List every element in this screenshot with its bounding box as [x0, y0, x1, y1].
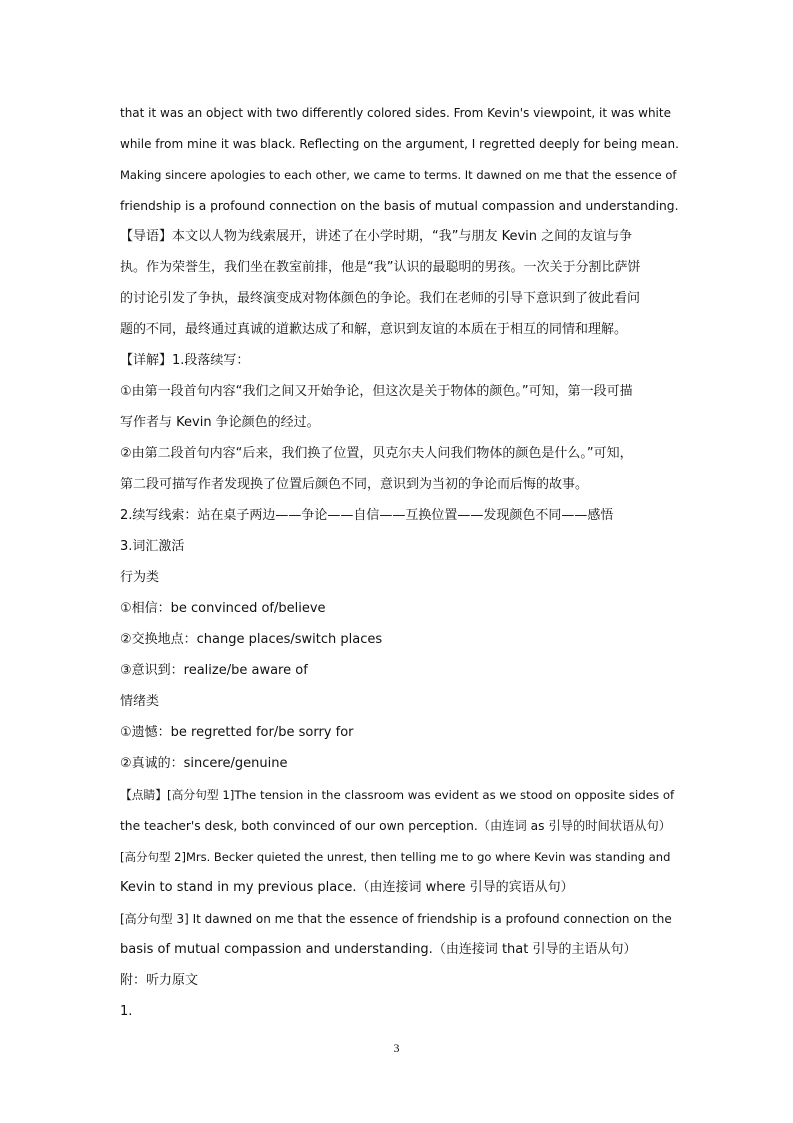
text-line: [高分句型 2]Mrs. Becker quieted the unrest, then telling me to go where Kevin was standing and	[120, 850, 671, 864]
text-line: while from mine it was black. Reflecting on the argument, I regretted deeply for being mean.	[120, 137, 679, 151]
text-line: 写作者与 Kevin 争论颜色的经过。	[120, 415, 320, 430]
text-line: Kevin to stand in my previous place.（由连接词 where 引导的宾语从句）	[120, 880, 574, 895]
text-line: ①遗憾：be regretted for/be sorry for	[120, 725, 354, 740]
text-line: 行为类	[120, 570, 160, 585]
text-line: 情绪类	[120, 694, 160, 709]
text-line: basis of mutual compassion and understanding.（由连接词 that 引导的主语从句）	[120, 942, 637, 957]
text-line: ①由第一段首句内容“我们之间又开始争论，但这次是关于物体的颜色。”可知，第一段可描	[120, 384, 633, 399]
text-line: 1.	[120, 1004, 133, 1019]
text-line: ①相信：be convinced of/believe	[120, 601, 326, 616]
text-line: 【点睛】[高分句型 1]The tension in the classroom was evident as we stood on opposite sides of	[120, 788, 675, 802]
text-line: ②由第二段首句内容“后来，我们换了位置，贝克尔夫人问我们物体的颜色是什么。”可知，	[120, 446, 633, 461]
page-number: 3	[393, 1041, 400, 1055]
text-line: 3.词汇激活	[120, 539, 185, 554]
text-line: ②真诚的：sincere/genuine	[120, 756, 288, 771]
text-line: 【导语】本文以人物为线索展开，讲述了在小学时期，“我”与朋友 Kevin 之间的友谊与争	[120, 229, 633, 244]
text-line: the teacher's desk, both convinced of our own perception.（由连词 as 引导的时间状语从句）	[120, 819, 671, 833]
text-line: 附：听力原文	[120, 973, 199, 988]
text-line: that it was an object with two differently colored sides. From Kevin's viewpoint, it was white	[120, 106, 671, 120]
text-line: 2.续写线索：站在桌子两边——争论——自信——互换位置——发现颜色不同——感悟	[120, 508, 614, 523]
text-line: friendship is a profound connection on the basis of mutual compassion and understanding.	[120, 199, 679, 213]
text-line: ②交换地点：change places/switch places	[120, 632, 383, 647]
text-line: 执。作为荣誉生，我们坐在教室前排，他是“我”认识的最聪明的男孩。一次关于分割比萨饼	[120, 260, 641, 275]
text-line: 【详解】1.段落续写：	[120, 353, 250, 368]
text-line: ③意识到：realize/be aware of	[120, 663, 308, 678]
text-line: Making sincere apologies to each other, we came to terms. It dawned on me that the essence of	[120, 168, 677, 182]
text-line: 题的不同，最终通过真诚的道歉达成了和解，意识到友谊的本质在于相互的同情和理解。	[120, 322, 628, 337]
text-line: 的讨论引发了争执，最终演变成对物体颜色的争论。我们在老师的引导下意识到了彼此看问	[120, 291, 641, 306]
text-line: [高分句型 3] It dawned on me that the essence of friendship is a profound connection on the	[120, 912, 672, 926]
text-line: 第二段可描写作者发现换了位置后颜色不同，意识到为当初的争论而后悔的故事。	[120, 477, 589, 492]
